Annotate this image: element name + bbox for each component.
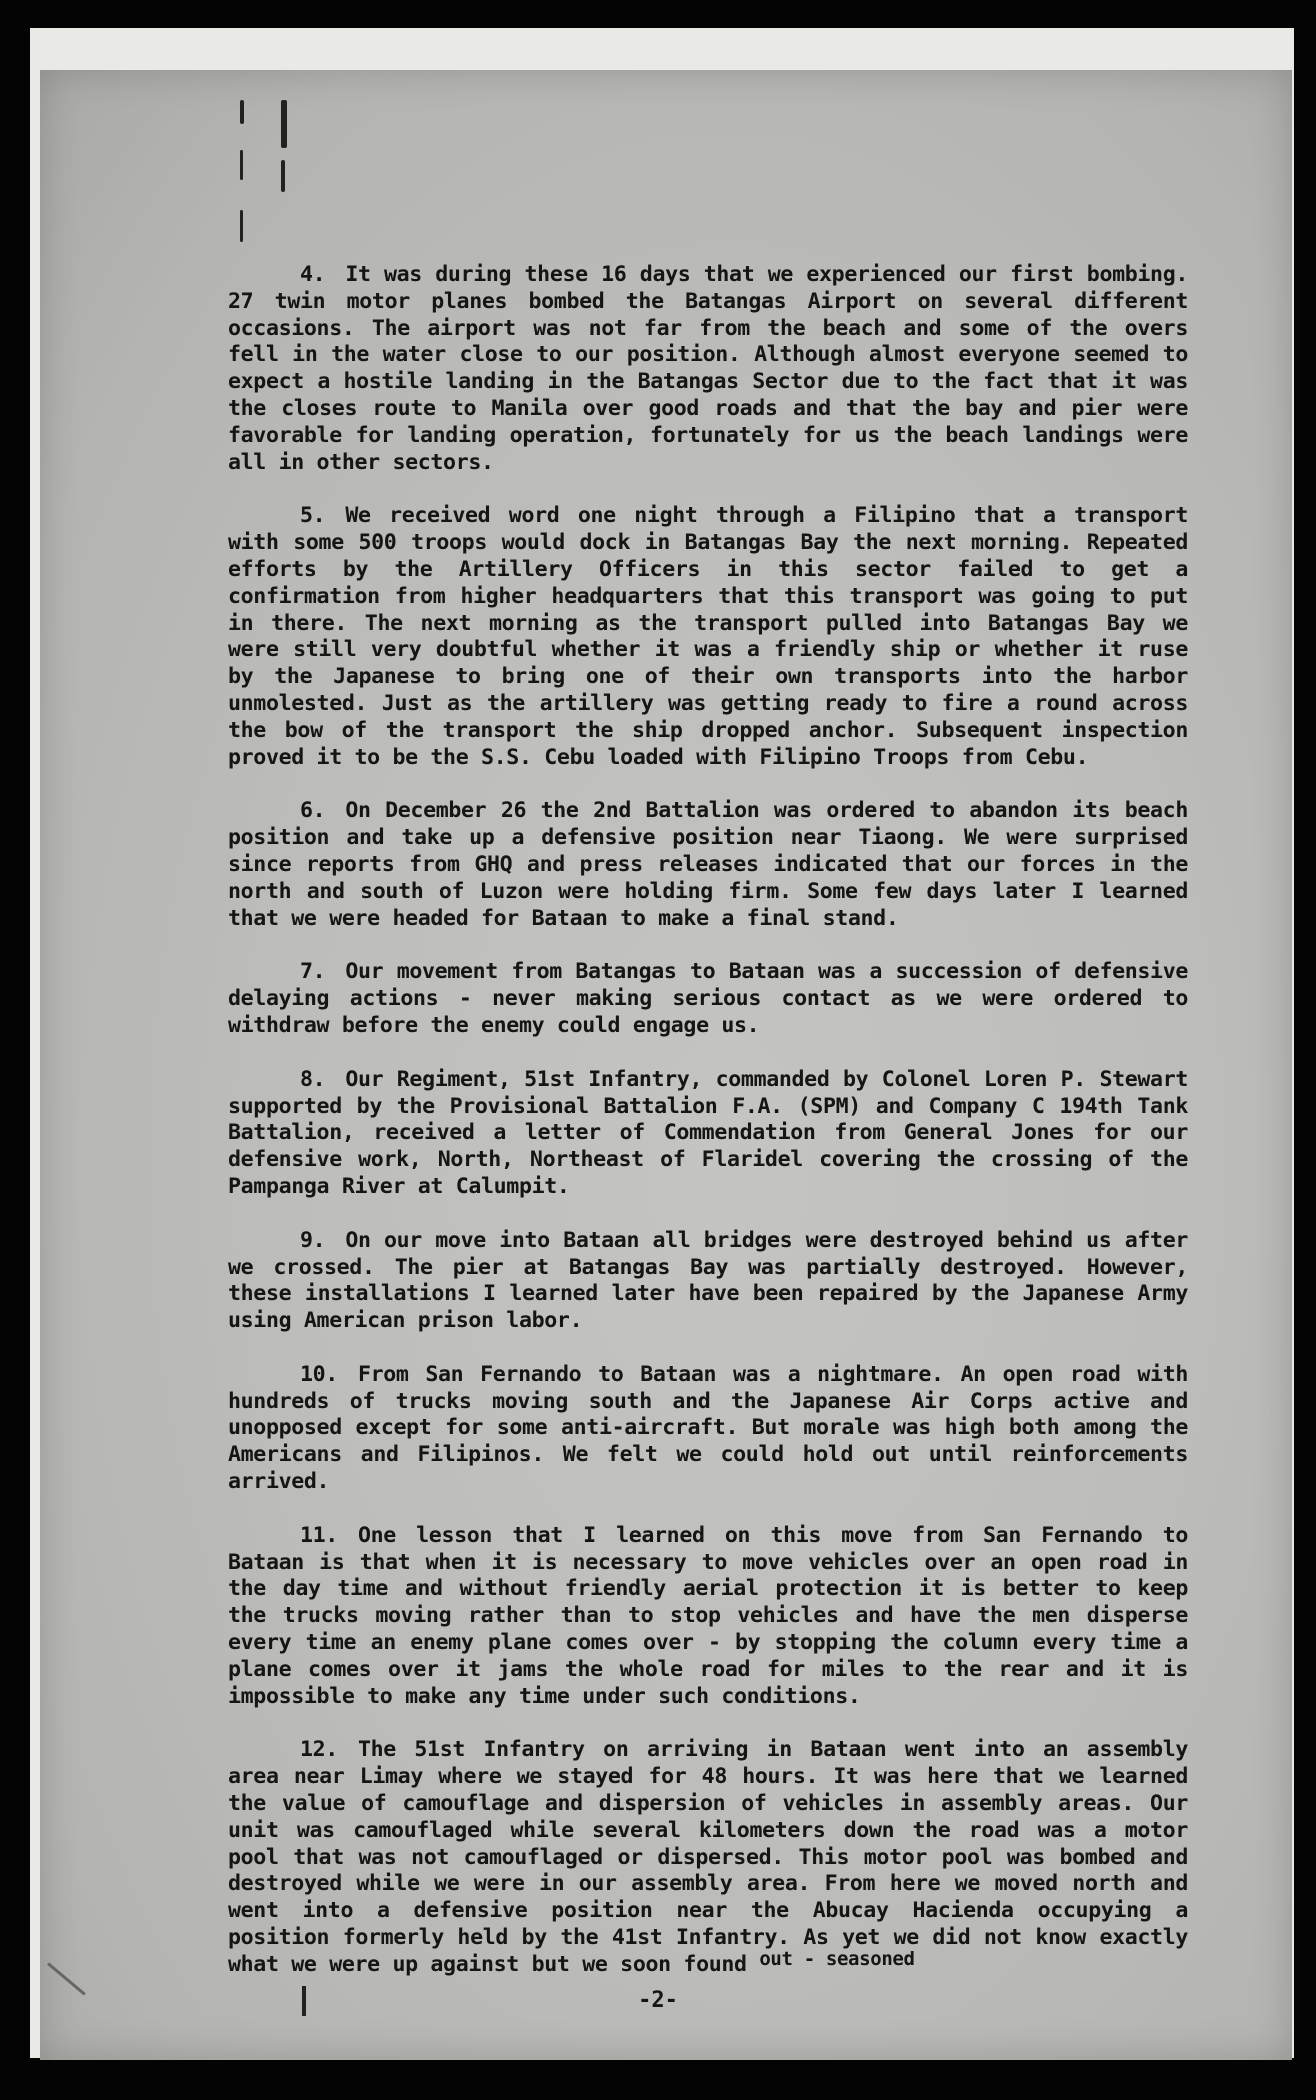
- paragraph-4: [228, 262, 1188, 476]
- paragraph-10: [228, 1362, 1188, 1496]
- paragraph-number: 7.: [300, 959, 326, 985]
- punch-mark: [240, 210, 243, 242]
- paragraph-text: From San Fernando to Bataan was a nightmare. An open road with hundreds of trucks moving south and the Japanese Air Corps active and unopposed except for some anti-aircraft. But morale was high both among the Americans and Filipinos. We felt we could hold out until reinforcements arrived.: [228, 1361, 1188, 1495]
- paragraph-text: It was during these 16 days that we experienced our first bombing. 27 twin motor planes bombed the Batangas Airport on several different occasions. The airport was not far from the beach and some of the overs fell in the water close to our position. Although almost everyone seemed to expect a hostile landing in the Batangas Sector due to the fact that it was the closes route to Manila over good roads and that the bay and pier were favorable for landing operation, fortunately for us the beach landings were all in other sectors.: [228, 262, 1188, 475]
- paragraph-6: [228, 798, 1188, 932]
- body-text: [228, 262, 1188, 1979]
- paragraph-12: [228, 1737, 1188, 1978]
- paragraph-9: [228, 1228, 1188, 1335]
- paragraph-text: The 51st Infantry on arriving in Bataan went into an assembly area near Limay where we stayed for 48 hours. It was here that we learned the value of camouflage and dispersion of vehicles in assembly areas. Our unit was camouflaged while several kilometers down the road was a motor pool that was not camouflaged or dispersed. This motor pool was bombed and destroyed while we were in our assembly area. From here we moved north and went into a defensive position near the Abucay Hacienda occupying a position formerly held by the 41st Infantry. As yet we did not know exactly what we were up against but we soon found: [228, 1737, 1188, 1977]
- paragraph-number: 12.: [300, 1737, 338, 1763]
- paragraph-number: 9.: [300, 1227, 326, 1253]
- paragraph-text: We received word one night through a Filipino that a transport with some 500 troops would dock in Batangas Bay the next morning. Repeated efforts by the Artillery Officers in this sector failed to get a confirmation from higher headquarters that this transport was going to put in there. The next morning as the transport pulled into Batangas Bay we were still very doubtful whether it was a friendly ship or whether it ruse by the Japanese to bring one of their own transports into the harbor unmolested. Just as the artillery was getting ready to fire a round across the bow of the transport the ship dropped anchor. Subsequent inspection proved it to be the S.S. Cebu loaded with Filipino Troops from Cebu.: [228, 503, 1188, 770]
- punch-mark: [240, 150, 243, 180]
- paragraph-text: On December 26 the 2nd Battalion was ordered to abandon its beach position and take up a defensive position near Tiaong. We were surprised since reports from GHQ and press releases indicated that our forces in the north and south of Luzon were holding firm. Some few days later I learned that we were headed for Bataan to make a final stand.: [228, 798, 1188, 931]
- punch-mark: [240, 100, 244, 124]
- paragraph-number: 6.: [300, 798, 326, 824]
- paragraph-number: 4.: [300, 262, 326, 287]
- paragraph-text: Our movement from Batangas to Bataan was a succession of defensive delaying actions - never making serious contact as we were ordered to withdraw before the enemy could engage us.: [228, 959, 1188, 1038]
- paragraph-11: [228, 1523, 1188, 1711]
- punch-mark: [281, 160, 285, 192]
- paragraph-number: 11.: [300, 1522, 338, 1548]
- paragraph-number: 8.: [300, 1066, 326, 1092]
- overtyped-text: out - seasoned: [759, 1947, 915, 1970]
- paragraph-8: [228, 1067, 1188, 1201]
- paragraph-number: 5.: [300, 503, 326, 529]
- paragraph-text: On our move into Bataan all bridges were destroyed behind us after we crossed. The pier at Batangas Bay was partially destroyed. However, these installations I learned later have been repaired by the Japanese Army using American prison labor.: [228, 1227, 1188, 1334]
- page-number: -2-: [638, 1988, 678, 2013]
- paragraph-text: One lesson that I learned on this move from San Fernando to Bataan is that when it is necessary to move vehicles over an open road in the day time and without friendly aerial protection it is better to keep the trucks moving rather than to stop vehicles and have the men disperse every time an enemy plane comes over - by stopping the column every time a plane comes over it jams the whole road for miles to the rear and it is impossible to make any time under such conditions.: [228, 1522, 1188, 1709]
- paragraph-7: [228, 959, 1188, 1039]
- punch-mark: [281, 100, 287, 148]
- paragraph-5: [228, 503, 1188, 771]
- paragraph-text: Our Regiment, 51st Infantry, commanded by Colonel Loren P. Stewart supported by the Provisional Battalion F.A. (SPM) and Company C 194th Tank Battalion, received a letter of Commendation from General Jones for our defensive work, North, Northeast of Flaridel covering the crossing of the Pampanga River at Calumpit.: [228, 1066, 1188, 1199]
- paragraph-number: 10.: [300, 1361, 338, 1387]
